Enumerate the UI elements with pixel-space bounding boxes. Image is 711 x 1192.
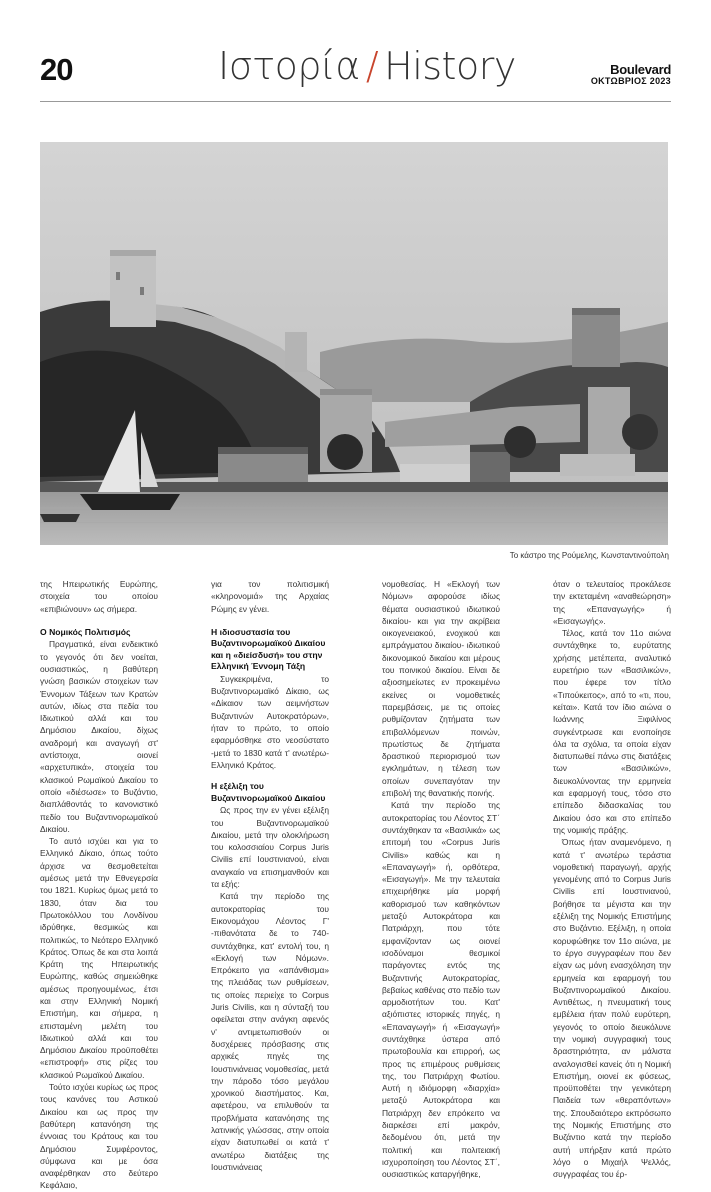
paragraph: Πραγματικά, είναι ενδεικτικό το γεγονός ότι δεν νοείται, ουσιαστικώς, η βαθύτερη γνώση βασικών στοιχείων των Έννομων Τάξεων των Κρατών αυτών, ιδίως στα πεδία του Ιδιωτικού αλλά και του Δημόσιου Δικαίου, δίχως αναδρομή και αναγωγή στ' αντίστοιχα, οιονεί «αρχετυπικά», στοιχεία του κλασικού Ρωμαϊκού Δικαίου το οποίο «διέσωσε» το Βυζάντιο, διαπλάθοντάς το κανονιστικό πεδίο του Βυζαντινορωμαϊκού Δικαίου. [40, 639, 158, 834]
subheading: Η ιδιοσυστασία του Βυζαντινορωμαϊκού Δικαίου και η «διείσδυσή» του στην Ελληνική Έννομη Τάξη [211, 626, 326, 672]
masthead [591, 63, 671, 87]
section-title-separator: / [365, 44, 379, 88]
paragraph: Τέλος, κατά τον 11ο αιώνα συντάχθηκε το, ευρύτατης χρήσης μετέπειτα, αναλυτικό ευρετήριο των «Βασιλικών», που έφερε τον τίτλο «Τιπούκειτος», από το «τι, που, κείται». Κατά τον ίδιο αιώνα ο Ιωάννης Ξιφιλίνος συγκέντρωσε και ενοποίησε όλα τα σχόλια, τα οποία είχαν διατυπωθεί πάνω στις διατάξεις των «Βασιλικών», διευκολύνοντας την ερμηνεία και εφαρμογή τους, τόσο στο επίπεδο διδασκαλίας του Δικαίου όσο και στο επίπεδο της νομικής πράξης. [553, 628, 671, 835]
section-title-english: History [384, 44, 516, 88]
article-column-2 [211, 578, 329, 1172]
header-divider [40, 101, 671, 102]
photo-caption: Το κάστρο της Ρούμελης, Κωνσταντινούπολη [509, 551, 669, 560]
paragraph: Το αυτό ισχύει και για το Ελληνικό Δίκαιο, όπως τούτο άρχισε να θεσμοθετείται αμέσως μετά την Εθνεγερσία του 1821. Κυρίως όμως μετά το 1830, όταν δια του Πρωτοκόλλου του Λονδίνου ιδρύθηκε, θεσμικώς και πολιτικώς, το Νεότερο Ελληνικό Κράτος. Όπως δε και στα λοιπά Κράτη της Ηπειρωτικής Ευρώπης, καθώς σημειώθηκε αμέσως προηγουμένως, έτσι και στην Ελληνική Νομική Επιστήμη, και σήμερα, η επισταμένη μελέτη του Ιδιωτικού αλλά και του Δημόσιου Δικαίου προϋποθέτει «επιστροφή» στις ρίζες του κλασικού Ρωμαϊκού Δικαίου. [40, 836, 158, 1080]
article-column-1 [40, 578, 158, 1191]
castle-photo [40, 142, 668, 545]
section-title-greek: Ιστορία [218, 44, 360, 88]
article-column-4 [553, 578, 671, 1180]
brand-name: Boulevard [610, 62, 671, 77]
paragraph: για τον πολιτισμική «κληρονομιά» της Αρχαίας Ρώμης εν γένει. [211, 579, 329, 614]
article-column-3 [382, 578, 500, 1180]
paragraph: Ως προς την εν γένει εξέλιξη του Βυζαντινορωμαϊκού Δικαίου, μετά την ολοκλήρωση του κολοσσιαίου Corpus Juris Civilis επί Ιουστινιανού, είναι αναγκαίο να επισημανθούν και τα εξής: [211, 805, 329, 890]
paragraph: Κατά την περίοδο της αυτοκρατορίας του Εικονομάχου Λέοντος Γ' -πιθανότατα δε το 740- συντάχθηκε, κατ' εντολή του, η «Εκλογή των Νόμων». Επρόκειτο για «απάνθισμα» της πλειάδας των ρυθμίσεων, τις οποίες περιείχε το Corpus Juris Civilis, και η σύνταξή του οφείλεται στην ανάγκη αφενός ν' αντιμετωπισθούν οι δυσχέρειες πρόσβασης στις αρχικές πηγές της Ιουστινιάνειας νομοθεσίας, μετά την πάροδο τόσο μεγάλου χρονικού διαστήματος. Και, αφετέρου, να επιλυθούν τα προβλήματα κατανόησης της λατινικής γλώσσας, στην οποία είχαν διατυπωθεί οι κατά τ' ανωτέρω διατάξεις της Ιουστινιάνειας [211, 891, 329, 1172]
paragraph: Τούτο ισχύει κυρίως ως προς τους κανόνες του Αστικού Δικαίου και ως προς την βαθύτερη κατανόηση της έννοιας του Κράτους και του Δημόσιου Συμφέροντος, σύμφωνα και με όσα αναφέρθηκαν στο δεύτερο Κεφάλαιο, [40, 1082, 158, 1191]
paragraph: Συγκεκριμένα, το Βυζαντινορωμαϊκό Δίκαιο, ως «Δίκαιον των αειμνήστων Βυζαντινών Αυτοκρατόρων», ήταν το πρώτο, το οποίο εφαρμόσθηκε στο νεοσύστατο -μετά το 1830 κατά τ' ανωτέρω- Ελληνικό Κράτος. [211, 673, 329, 770]
paragraph: Όπως ήταν αναμενόμενο, η κατά τ' ανωτέρω τεράστια νομοθετική παραγωγή, αρχής γενομένης από το Corpus Juris Civilis επί Ιουστινιανού, βοήθησε τα μέγιστα και την εξέλιξη της Νομικής Επιστήμης στο Βυζάντιο. Εξέλιξη, η οποία κορυφώθηκε τον 11ο αιώνα, με το έργο συγγραφέων που δεν είχαν ως μόνη ενασχόληση την ερμηνεία και εφαρμογή του Βυζαντινορωμαϊκού Δικαίου. Αντιθέτως, η πνευματική τους εμβέλεια ήταν πολύ ευρύτερη, γεγονός το οποίο διευκόλυνε την νομική συγγραφική τους δραστηριότητα, αν μάλιστα αναλογισθεί κανείς ότι η Νομική Επιστήμη, οιονεί εκ φύσεως, προϋποθέτει την γενικότερη Παιδεία των «θεραπόντων» της. Σπουδαιότερο εκπρόσωπο της Νομικής Επιστήμης στο Βυζάντιο κατά την περίοδο αυτή υπήρξαν κατά πρώτο λόγο ο Μιχαήλ Ψελλός, συγγραφέας του έρ- [553, 837, 671, 1180]
section-title [218, 44, 516, 88]
issue-date: ΟΚΤΩΒΡΙΟΣ 2023 [590, 76, 671, 86]
paragraph: Κατά την περίοδο της αυτοκρατορίας του Λέοντος ΣΤ΄ συντάχθηκαν τα «Βασιλικά» ως επιτομή του «Corpus Juris Civilis» καθώς και η «Επαναγωγή» ή, ορθότερα, «Εισαγωγή». Με την τελευταία επιχειρήθηκε μία μορφή καθορισμού των καθηκόντων μεταξύ Αυτοκράτορα και Πατριάρχη, που τότε εμφανίζονταν ως οιονεί ισοδύναμοι θεσμικοί παράγοντες εντός της Βυζαντινής Αυτοκρατορίας, βεβαίως καθένας στο πεδίο των αρμοδιοτήτων του. Κατ' αξιόπιστες ιστορικές πηγές, η «Επαναγωγή» ή «Εισαγωγή» συντάχθηκε ύστερα από πρωτοβουλία και επιρροή, ως προς τις επιμέρους ρυθμίσεις της, του Πατριάρχη Φωτίου. Αυτή η ιδιόμορφη «διαρχία» μεταξύ Αυτοκράτορα και Πατριάρχη δεν επρόκειτο να διαρκέσει επί μακρόν, δεδομένου ότι, μετά την πολιτική και πολιτειακή ισχυροποίηση του Λέοντος ΣΤ΄, ουσιαστικώς καταργήθηκε, [382, 800, 500, 1180]
article-body [40, 578, 671, 1191]
page-number: 20 [40, 52, 73, 87]
paragraph: νομοθεσίας. Η «Εκλογή των Νόμων» αφορούσε ιδίως θέματα ουσιαστικού ιδιωτικού δικαίου- και για την ακρίβεια οικογενειακού, ενοχικού και εμπράγματου δικαίου- ιδιωτικού δικονομικού δικαίου και μέρους του ποινικού δικαίου. Είναι δε αξιοσημείωτες εν προκειμένω εκείνες οι νομοθετικές παρεμβάσεις, με τις οποίες ρυθμίζονταν ζητήματα των επιβαλλόμενων ποινών, πρωτίστως δε ζητήματα δραστικού περιορισμού των εγκλημάτων, η τέλεση των οποίων συνεπαγόταν την επιβολή της θανατικής ποινής. [382, 579, 500, 799]
subheading: Η εξέλιξη του Βυζαντινορωμαϊκού Δικαίου [211, 781, 326, 803]
paragraph: της Ηπειρωτικής Ευρώπης, στοιχεία του οποίου «επιβιώνουν» ως σήμερα. [40, 579, 158, 614]
subheading: Ο Νομικός Πολιτισμός [40, 626, 131, 637]
paragraph: όταν ο τελευταίος προκάλεσε την εκτεταμένη «αναθεώρηση» της «Επαναγωγής» ή «Εισαγωγής». [553, 579, 671, 626]
page-header [0, 0, 711, 100]
